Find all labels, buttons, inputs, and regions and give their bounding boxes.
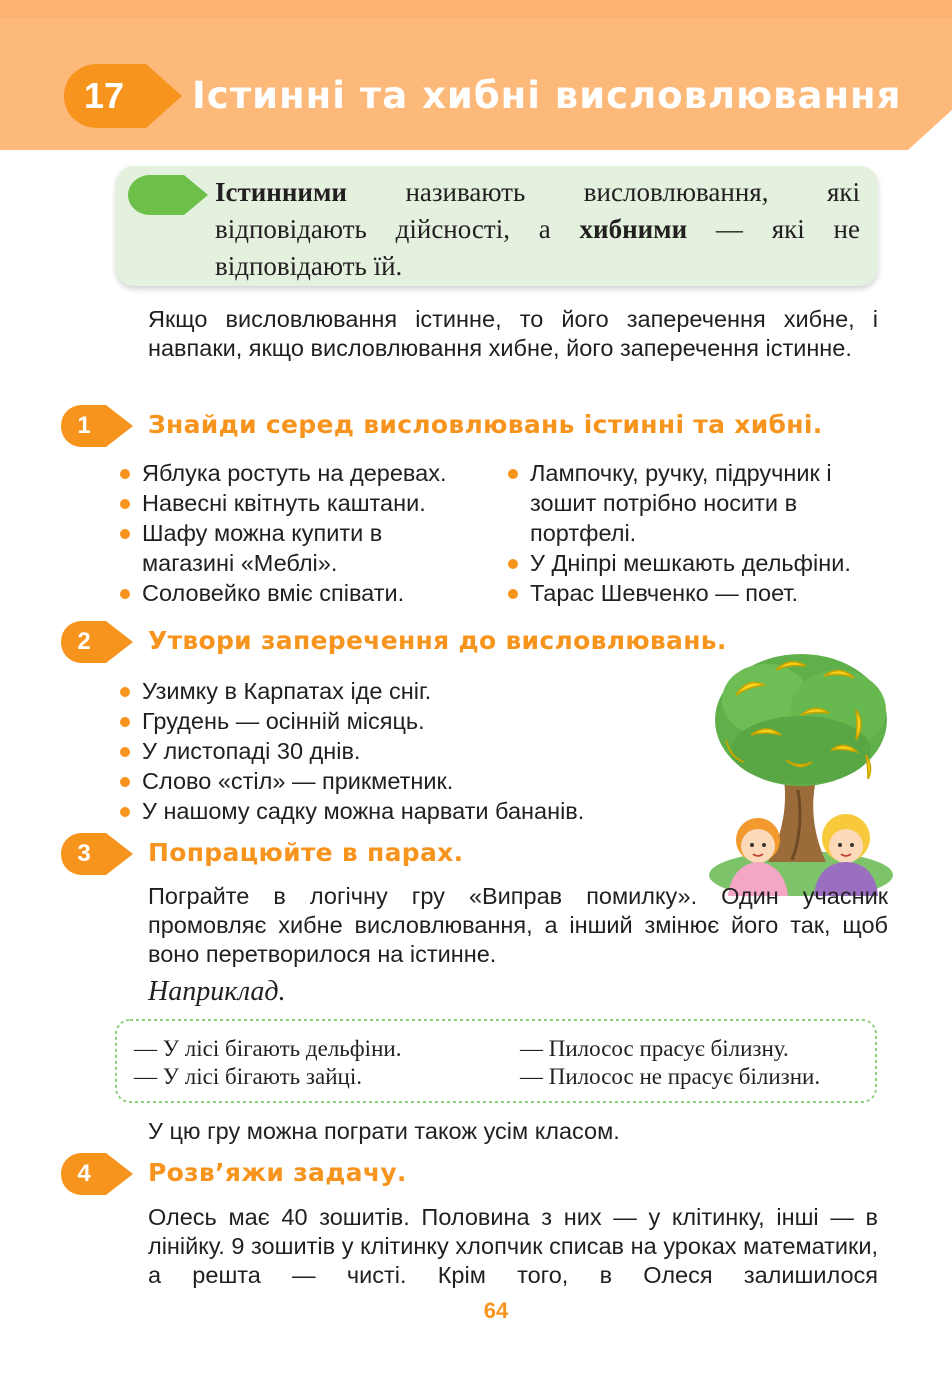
page-number: 64 [483,1298,509,1323]
leaf-marker-icon [128,173,208,217]
list-item: У листопаді 30 днів. [118,736,678,766]
page-title: Істинні та хибні висловлювання [192,74,902,117]
term-false: хибними [579,214,688,244]
list-item: У нашому садку можна нарвати бананів. [118,796,678,826]
task-4-text: Олесь має 40 зошитів. Половина з них — у клітинку, інші — в лінійку. 9 зошитів у клітинку хлопчик списав на уроках математики, а решта — чисті. Крім того, в Олеся залишилося [148,1204,878,1288]
example-right-2: — Пилосос не прасує білизни. [520,1064,821,1089]
list-item: Шафу можна купити в магазині «Меблі». [118,518,438,578]
task-1-list-right [506,458,886,608]
list-item: У Дніпрі мешкають дельфіни. [506,548,886,578]
lesson-number: 17 [83,75,125,116]
task-1-title: Знайди серед висловлювань істинні та хибні. [148,410,823,439]
task-3-after-text: У цю гру можна пограти також усім класом. [148,1118,620,1144]
example-left-1: — У лісі бігають дельфіни. [134,1036,402,1061]
definition-part-2: — які не відповідають їй. [215,214,860,281]
example-right-1: — Пилосос прасує білизну. [520,1036,789,1061]
list-item: Грудень — осінній місяць. [118,706,678,736]
task-3-number: 3 [77,840,91,867]
list-item: Навесні квітнуть каштани. [118,488,498,518]
task-1-list-left [118,458,498,608]
task-2-number: 2 [77,628,91,655]
task-3-text: Пограйте в логічну гру «Виправ помилку». Один учасник промовляє хибне висловлювання, а інший змінює його так, щоб воно перетворилося на істинне. [148,883,888,967]
task-4-title: Розв’яжи задачу. [148,1158,407,1187]
list-item: Соловейко вміє співати. [118,578,498,608]
definition-text [215,174,860,285]
task-2-title: Утвори заперечення до висловлювань. [148,626,727,655]
task-3-title: Попрацюйте в парах. [148,838,464,867]
list-item: Узимку в Карпатах іде сніг. [118,676,678,706]
list-item: Слово «стіл» — прикметник. [118,766,678,796]
list-item: Яблука ростуть на деревах. [118,458,498,488]
definition-part-1: називають висловлювання, які відповідають дійсності, а [215,177,860,244]
task-1-number: 1 [77,412,91,439]
task-2-list [118,676,678,826]
banana-tree-illustration [706,640,896,896]
term-true: Істинними [215,177,347,207]
list-item: Тарас Шевченко — поет. [506,578,886,608]
task-4-number: 4 [77,1160,91,1187]
example-label: Наприклад. [148,976,286,1007]
list-item: Лампочку, ручку, підручник і зошит потрібно носити в портфелі. [506,458,851,548]
intro-paragraph: Якщо висловлювання істинне, то його заперечення хибне, і навпаки, якщо висловлювання хибне, його заперечення істинне. [148,306,878,361]
example-left-2: — У лісі бігають зайці. [134,1064,362,1089]
